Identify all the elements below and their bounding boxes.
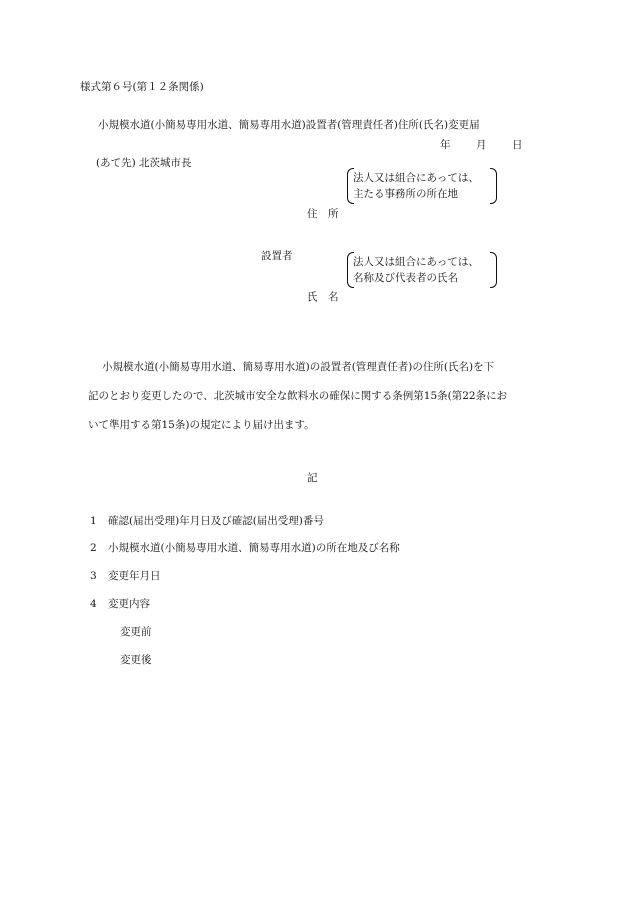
date-year: 年	[440, 139, 451, 151]
item-number: 3	[90, 570, 97, 582]
item-text: 変更内容	[108, 598, 150, 610]
item-number: 4	[90, 598, 97, 610]
date-month: 月	[476, 139, 487, 151]
name-note-bracket	[347, 252, 497, 288]
address-note-line2: 主たる事務所の所在地	[353, 188, 458, 200]
bracket-right	[490, 252, 497, 288]
change-after-label: 変更後	[120, 654, 152, 666]
item-number: 1	[90, 515, 97, 527]
address-label: 住 所	[307, 208, 339, 220]
body-line-2: 記のとおり変更したので、北茨城市安全な飲料水の確保に関する条例第15条(第22条にお	[88, 390, 508, 402]
bracket-right	[490, 168, 497, 204]
name-note-line1: 法人又は組合にあっては、	[353, 256, 479, 268]
body-paragraph	[88, 353, 548, 440]
address-note-bracket	[347, 168, 497, 204]
name-note-line2: 名称及び代表者の氏名	[353, 272, 458, 284]
item-text: 確認(届出受理)年月日及び確認(届出受理)番号	[108, 515, 324, 527]
document-title: 小規模水道(小簡易専用水道、簡易専用水道)設置者(管理責任者)住所(氏名)変更届	[98, 119, 480, 131]
date-day: 日	[512, 139, 523, 151]
addressee: (あて先) 北茨城市長	[96, 157, 192, 169]
ki-heading: 記	[307, 472, 318, 484]
installer-label: 設置者	[261, 250, 293, 262]
change-before-label: 変更前	[120, 626, 152, 638]
form-number: 様式第６号(第１２条関係)	[80, 81, 204, 93]
body-line-1: 小規模水道(小簡易専用水道、簡易専用水道)の設置者(管理責任者)の住所(氏名)を下	[102, 361, 495, 373]
item-number: 2	[90, 542, 97, 554]
address-note-line1: 法人又は組合にあっては、	[353, 172, 479, 184]
item-text: 小規模水道(小簡易専用水道、簡易専用水道)の所在地及び名称	[108, 542, 400, 554]
item-text: 変更年月日	[108, 570, 161, 582]
name-label: 氏 名	[307, 291, 339, 303]
body-line-3: いて準用する第15条)の規定により届け出ます。	[88, 419, 315, 431]
